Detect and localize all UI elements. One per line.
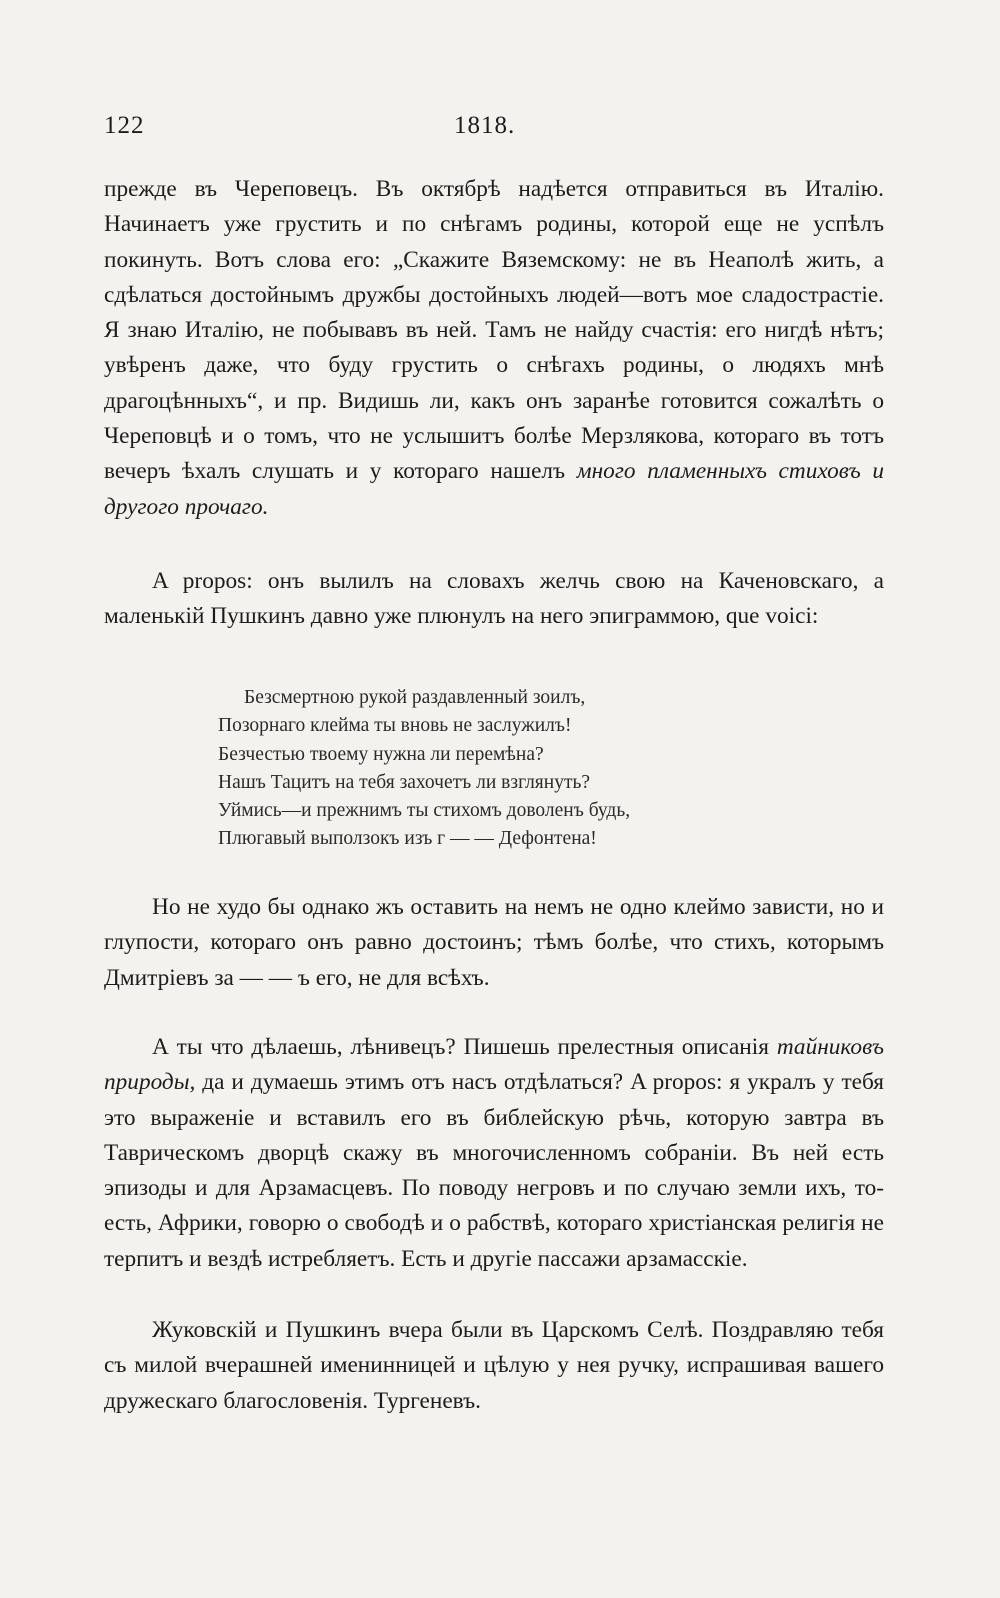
poem-line-5: Уймись—и прежнимъ ты стихомъ доволенъ будь, bbox=[218, 800, 631, 822]
paragraph-4-italic: тайниковъ природы, bbox=[104, 1034, 884, 1096]
paragraph-4-start: А ты что дѣлаешь, лѣнивецъ? Пишешь прелестныя описанія bbox=[152, 1034, 769, 1060]
running-head-year: 1818. bbox=[454, 112, 516, 139]
epigram-poem bbox=[218, 684, 630, 854]
paragraph-5: Жуковскій и Пушкинъ вчера были въ Царскомъ Селѣ. Поздравляю тебя съ милой вчерашней именинницей и цѣлую у нея ручку, испрашивая вашего дружескаго благословенія. Тургеневъ. bbox=[104, 1317, 884, 1414]
paragraph-2: A propos: онъ вылилъ на словахъ желчь свою на Каченовскаго, а маленькій Пушкинъ давно уже плюнулъ на него эпиграммою, que voici: bbox=[104, 568, 884, 630]
paragraph-1-italic: много пламенныхъ стиховъ и другого прочаго. bbox=[104, 458, 884, 520]
paragraph-3: Но не худо бы однако жъ оставить на немъ не одно клеймо зависти, но и глупости, котораго онъ равно достоинъ; тѣмъ болѣе, что стихъ, которымъ Дмитріевъ за — — ъ его, не для всѣхъ. bbox=[104, 894, 884, 991]
poem-line-4: Нашъ Тацитъ на тебя захочетъ ли взглянуть? bbox=[218, 771, 591, 793]
poem-line-1: Безсмертною рукой раздавленный зоилъ, bbox=[244, 687, 586, 708]
paragraph-4-end: да и думаешь этимъ отъ насъ отдѣлаться? A propos: я укралъ у тебя это выраженіе и вставилъ его въ библейскую рѣчь, которую завтра въ Таврическомъ дворцѣ скажу въ многочисленномъ собраніи. Въ ней есть эпизоды и для Арзамасцевъ. По поводу негровъ и по случаю земли ихъ, то-есть, Африки, говорю о свободѣ и о рабствѣ, котораго христіанская религія не терпитъ и вездѣ истребляетъ. Есть и другіе пассажи арзамасскіе. bbox=[104, 1069, 884, 1272]
poem-line-2: Позорнаго клейма ты вновь не заслужилъ! bbox=[218, 715, 572, 737]
poem-line-3: Безчестью твоему нужна ли перемѣна? bbox=[218, 743, 544, 765]
poem-line-6: Плюгавый выползокъ изъ г — — Дефонтена! bbox=[218, 828, 597, 850]
page-number: 122 bbox=[104, 112, 145, 139]
paragraph-1 bbox=[104, 172, 884, 525]
paragraph-1-text: прежде въ Череповецъ. Въ октябрѣ надѣется отправиться въ Италію. Начинаетъ уже грустить и по снѣгамъ родины, которой еще не успѣлъ покинуть. Вотъ слова его: „Скажите Вяземскому: не въ Неаполѣ жить, а сдѣлаться достойнымъ дружбы достойныхъ людей—вотъ мое сладострастіе. Я знаю Италію, не побывавъ въ ней. Тамъ не найду счастія: его нигдѣ нѣтъ; увѣренъ даже, что буду грустить о снѣгахъ родины, о людяхъ мнѣ драгоцѣнныхъ“, и пр. Видишь ли, какъ онъ заранѣе готовится сожалѣть о Череповцѣ и о томъ, что не услышитъ болѣе Мерзлякова, котораго въ тотъ вечеръ ѣхалъ слушать и у котораго нашелъ bbox=[104, 176, 884, 485]
paragraph-4 bbox=[104, 1030, 884, 1277]
page-header bbox=[104, 112, 884, 146]
